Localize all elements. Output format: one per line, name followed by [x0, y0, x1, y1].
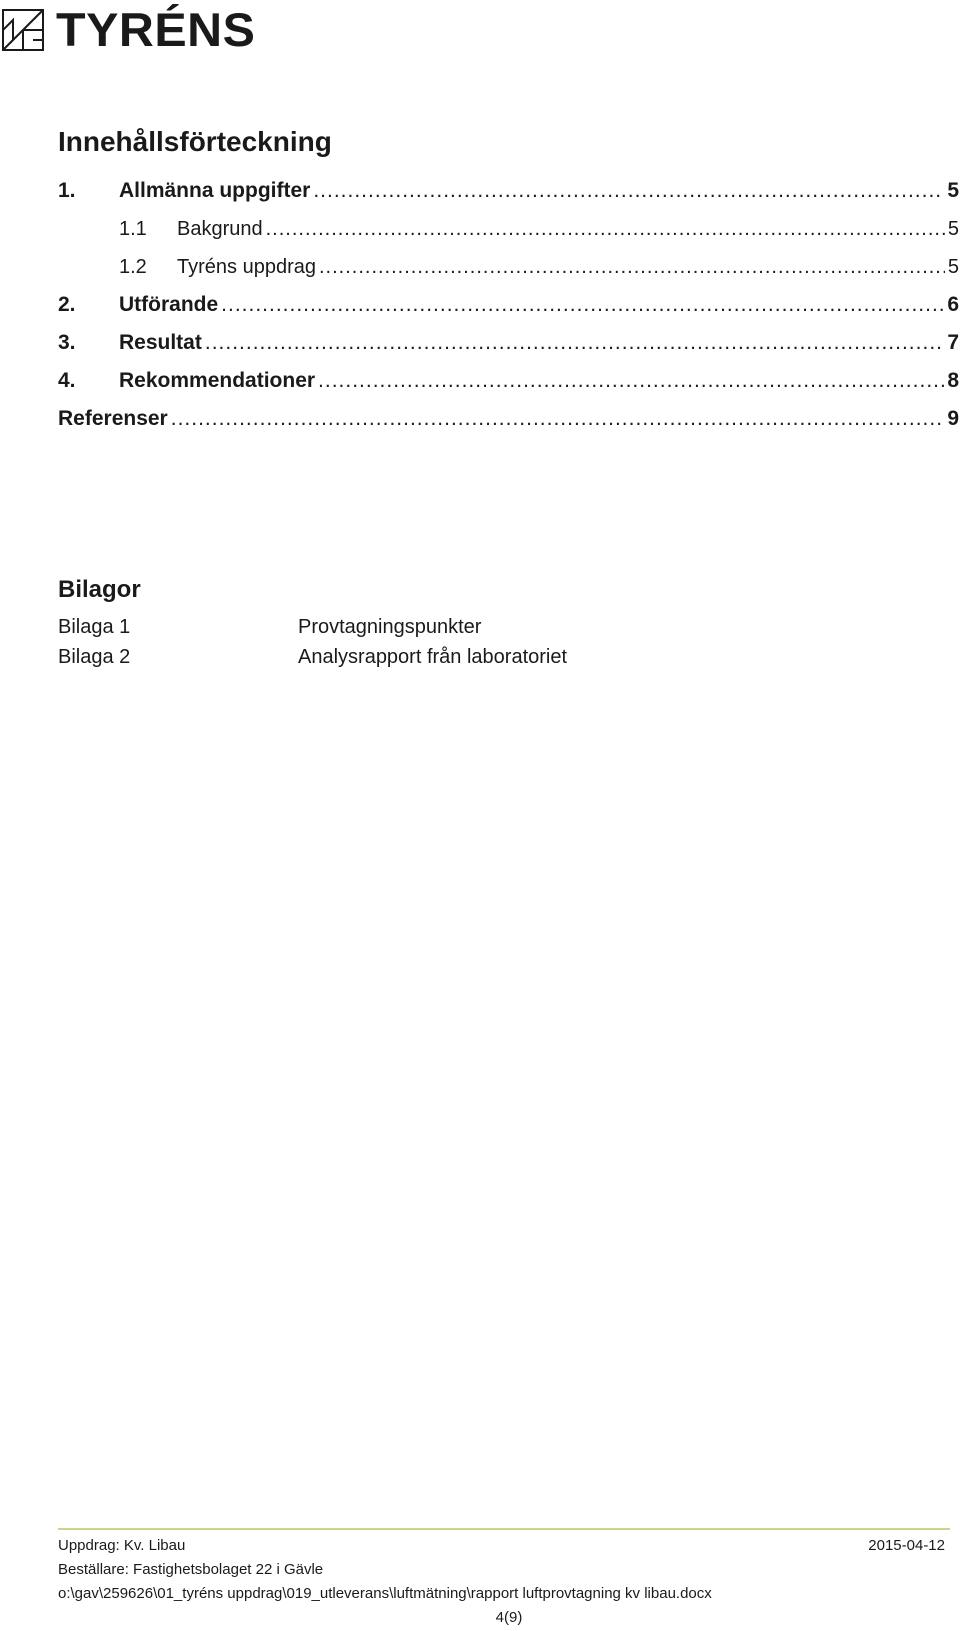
toc-entry-number: 4. — [58, 369, 76, 392]
footer-file-path: o:\gav\259626\01_tyréns uppdrag\019_utleverans\luftmätning\rapport luftprovtagning kv libau.docx — [58, 1585, 712, 1602]
toc-leader-dots — [266, 210, 945, 248]
toc-leader-dots — [171, 400, 945, 438]
appendix-title: Provtagningspunkter — [298, 616, 482, 638]
footer-date: 2015-04-12 — [868, 1537, 945, 1554]
toc-leader-dots — [319, 248, 945, 286]
appendix-item — [58, 642, 567, 672]
toc-leader-dots — [313, 172, 944, 210]
appendix-id: Bilaga 2 — [58, 646, 131, 668]
footer-client: Beställare: Fastighetsbolaget 22 i Gävle — [58, 1561, 324, 1578]
toc-entry-utforande[interactable] — [58, 286, 959, 324]
table-of-contents — [58, 172, 959, 438]
footer-divider — [58, 1528, 950, 1530]
toc-entry-label: Allmänna uppgifter — [119, 179, 311, 202]
toc-leader-dots — [318, 362, 944, 400]
toc-leader-dots — [205, 324, 944, 362]
toc-entry-page: 5 — [947, 179, 959, 202]
toc-entry-page: 5 — [947, 218, 959, 240]
toc-entry-page: 6 — [947, 293, 959, 316]
toc-entry-label: Utförande — [119, 293, 219, 316]
toc-entry-bakgrund[interactable] — [58, 210, 959, 248]
toc-entry-label: Referenser — [58, 407, 168, 430]
toc-entry-referenser[interactable] — [58, 400, 959, 438]
toc-entry-number: 1.2 — [119, 256, 147, 278]
logo-wordmark: TYRÉNS — [56, 3, 256, 56]
company-logo — [2, 3, 256, 56]
toc-entry-number: 3. — [58, 331, 76, 354]
toc-entry-number: 1. — [58, 179, 76, 202]
toc-entry-label: Resultat — [119, 331, 202, 354]
appendix-item — [58, 612, 567, 642]
page-number: 4(9) — [495, 1609, 523, 1626]
toc-entry-label: Rekommendationer — [119, 369, 316, 392]
toc-leader-dots — [221, 286, 944, 324]
toc-entry-label: Tyréns uppdrag — [177, 256, 316, 278]
toc-entry-tyrens-uppdrag[interactable] — [58, 248, 959, 286]
toc-entry-page: 5 — [947, 256, 959, 278]
toc-entry-resultat[interactable] — [58, 324, 959, 362]
toc-entry-rekommendationer[interactable] — [58, 362, 959, 400]
toc-title: Innehållsförteckning — [58, 126, 332, 157]
footer-assignment: Uppdrag: Kv. Libau — [58, 1537, 186, 1554]
toc-entry-label: Bakgrund — [177, 218, 263, 240]
appendix-title: Analysrapport från laboratoriet — [298, 646, 568, 668]
toc-entry-number: 2. — [58, 293, 76, 316]
tyrens-cube-icon — [2, 9, 44, 51]
appendices-title: Bilagor — [58, 576, 141, 603]
appendices-list — [58, 612, 567, 672]
toc-entry-allmanna-uppgifter[interactable] — [58, 172, 959, 210]
appendix-id: Bilaga 1 — [58, 616, 131, 638]
toc-entry-page: 9 — [947, 407, 959, 430]
toc-entry-page: 8 — [947, 369, 959, 392]
toc-entry-number: 1.1 — [119, 218, 147, 240]
toc-entry-page: 7 — [947, 331, 959, 354]
